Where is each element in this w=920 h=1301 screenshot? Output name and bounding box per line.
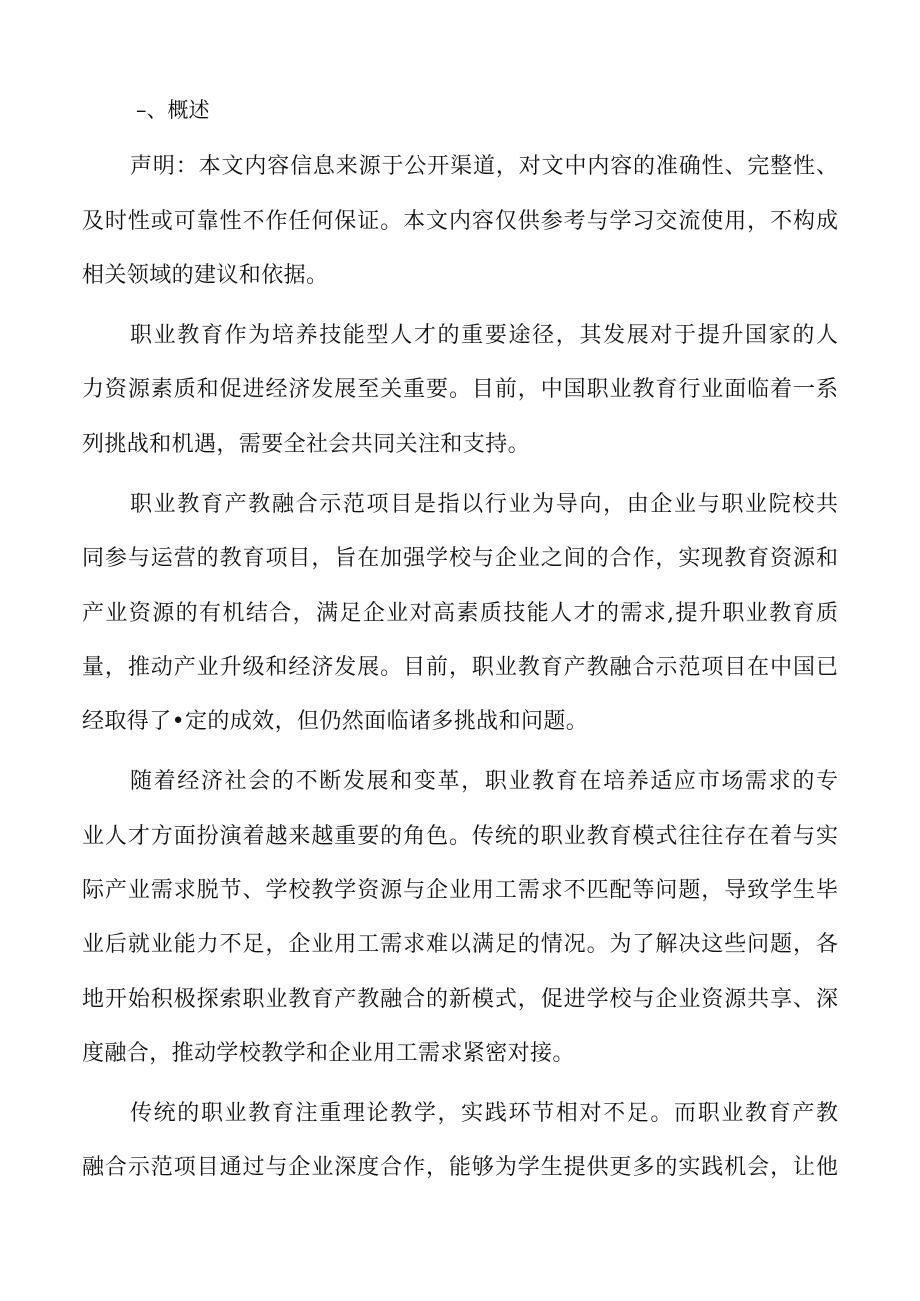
text-line: 际产业需求脱节、学校教学资源与企业用工需求不匹配等问题，导致学生毕 [82,877,838,903]
paragraph [82,478,838,750]
text-line: 职业教育产教融合示范项目是指以行业为导向，由企业与职业院校共 [130,491,838,517]
text-line: 职业教育作为培养技能型人才的重要途径，其发展对于提升国家的人 [130,323,838,349]
text-line: 业后就业能力不足，企业用工需求难以满足的情况。为了解决这些问题，各 [82,932,838,958]
text-line: 量，推动产业升级和经济发展。目前，职业教育产教融合示范项目在中国已 [82,654,838,680]
section-heading: –、概述 [136,98,210,122]
text-line: 列挑战和机遇，需要全社会共同关注和支持。 [82,431,531,457]
text-line: 及时性或可靠性不作任何保证。本文内容仅供参考与学习交流使用，不构成 [82,208,838,234]
text-line: 相关领域的建议和依据。 [82,263,329,289]
text-line: 经取得了•定的成效，但仍然面临诸多挑战和问题。 [82,709,589,735]
text-line: 产业资源的有机结合，满足企业对高素质技能人才的需求,提升职业教育质 [82,600,838,626]
text-line: 同参与运营的教育项目，旨在加强学校与企业之间的合作，实现教育资源和 [82,546,838,572]
paragraph [82,1087,838,1196]
text-line: 业人才方面扮演着越来越重要的角色。传统的职业教育模式往往存在着与实 [82,823,838,849]
text-line: 力资源素质和促进经济发展至关重要。目前，中国职业教育行业面临着一系 [82,377,838,403]
text-line: 随着经济社会的不断发展和变革，职业教育在培养适应市场需求的专 [130,769,838,795]
paragraph [82,309,838,472]
text-line: 度融合，推动学校教学和企业用工需求紧密对接。 [82,1041,575,1067]
paragraph [82,755,838,1081]
text-line: 地开始积极探索职业教育产教融合的新模式，促进学校与企业资源共享、深 [82,986,838,1012]
text-line: 融合示范项目通过与企业深度合作，能够为学生提供更多的实践机会，让他 [82,1155,838,1181]
text-line: 声明：本文内容信息来源于公开渠道，对文中内容的准确性、完整性、 [130,154,838,180]
paragraph-disclaimer [82,140,838,303]
text-line: 传统的职业教育注重理论教学，实践环节相对不足。而职业教育产教 [130,1101,838,1127]
